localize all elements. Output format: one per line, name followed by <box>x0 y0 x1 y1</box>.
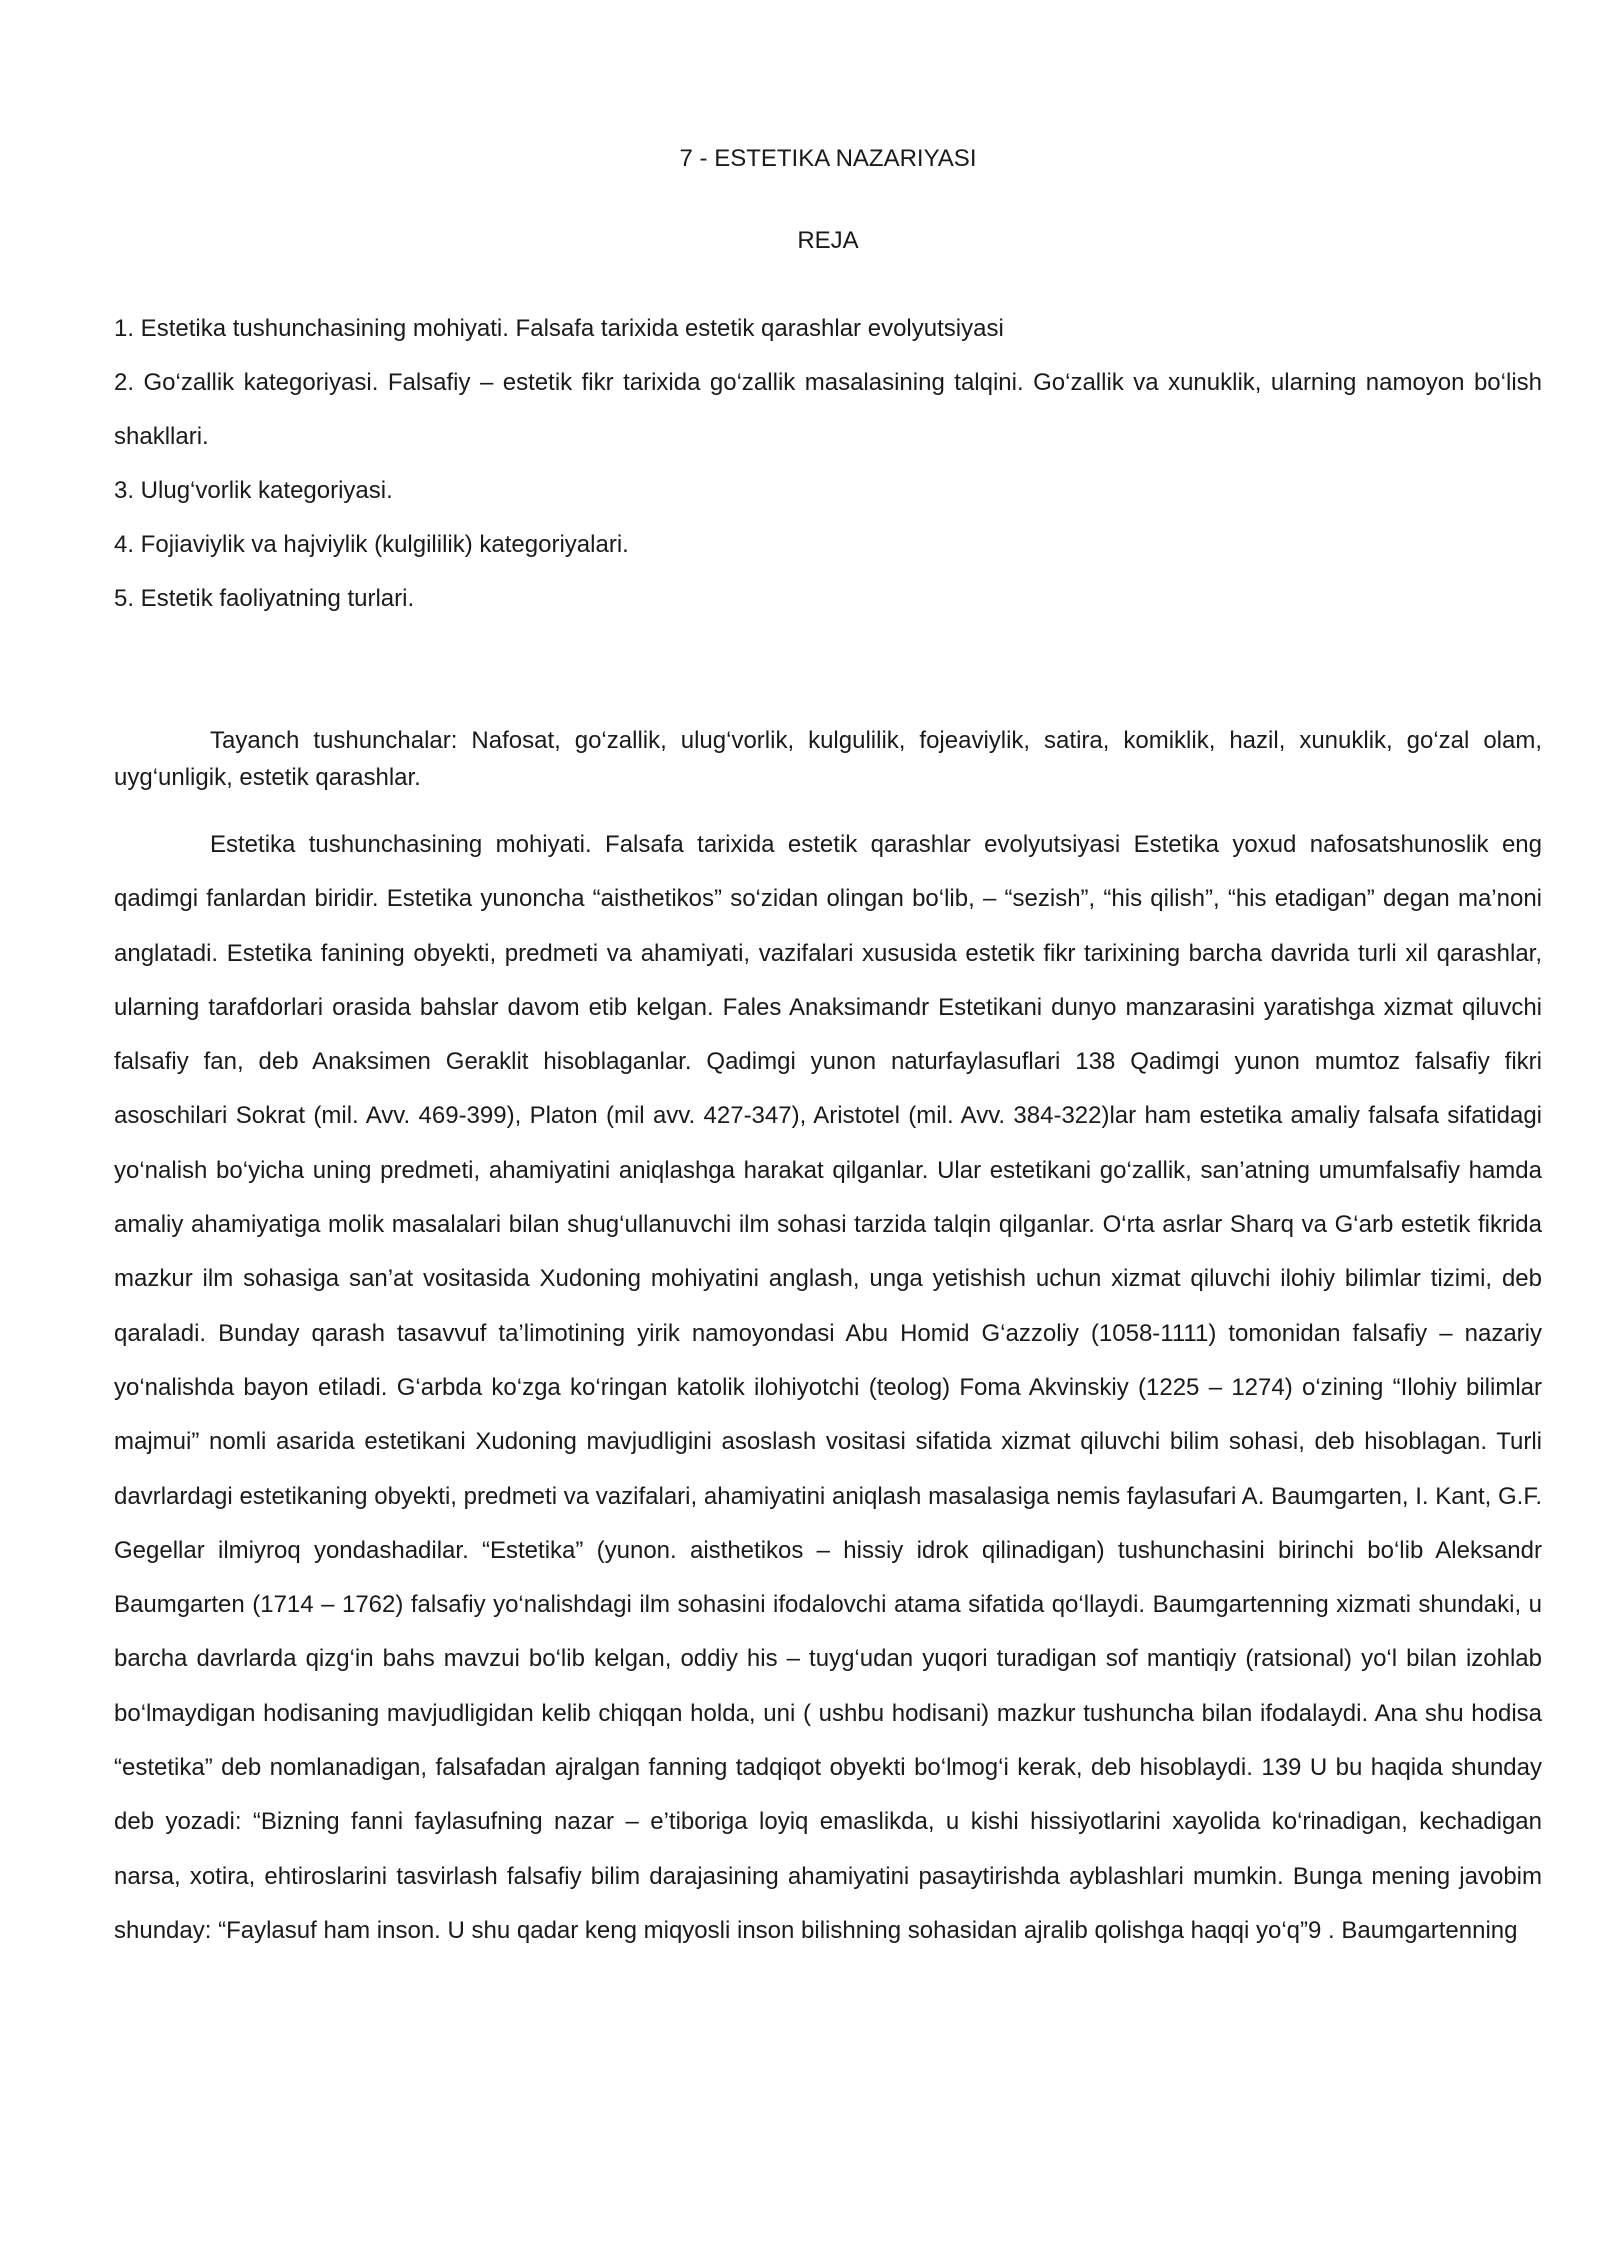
plan-list <box>114 302 1542 626</box>
document-title: 7 - ESTETIKA NAZARIYASI <box>679 145 977 172</box>
plan-item: 5. Estetik faoliyatning turlari. <box>114 585 415 612</box>
body-paragraph: Estetika tushunchasining mohiyati. Falsafa tarixida estetik qarashlar evolyutsiyasi Estetika yoxud nafosatshunoslik eng qadimgi fanlardan biridir. Estetika yunoncha “aisthetikos” so‘zidan olingan bo‘lib, – “sezish”, “his qilish”, “his etadigan” degan ma’noni anglatadi. Estetika fanining obyekti, predmeti va ahamiyati, vazifalari xususida estetik fikr tarixining barcha davrida turli xil qarashlar, ularning tarafdorlari orasida bahslar davom etib kelgan. Fales Anaksimandr Estetikani dunyo manzarasini yaratishga xizmat qiluvchi falsafiy fan, deb Anaksimen Geraklit hisoblaganlar. Qadimgi yunon naturfaylasuflari 138 Qadimgi yunon mumtoz falsafiy fikri asoschilari Sokrat (mil. Avv. 469-399), Platon (mil avv. 427-347), Aristotel (mil. Avv. 384-322)lar ham estetika amaliy falsafa sifatidagi yo‘nalish bo‘yicha uning predmeti, ahamiyatini aniqlashga harakat qilganlar. Ular estetikani go‘zallik, san’atning umumfalsafiy hamda amaliy ahamiyatiga molik masalalari bilan shug‘ullanuvchi ilm sohasi tarzida talqin qilganlar. O‘rta asrlar Sharq va G‘arb estetik fikrida mazkur ilm sohasiga san’at vositasida Xudoning mohiyatini anglash, unga yetishish uchun xizmat qiluvchi ilohiy bilimlar tizimi, deb qaraladi. Bunday qarash tasavvuf ta’limotining yirik namoyondasi Abu Homid G‘azzoliy (1058-1111) tomonidan falsafiy – nazariy yo‘nalishda bayon etiladi. G‘arbda ko‘zga ko‘ringan katolik ilohiyotchi (teolog) Foma Akvinskiy (1225 – 1274) o‘zining “Ilohiy bilimlar majmui” nomli asarida estetikani Xudoning mavjudligini asoslash vositasi sifatida xizmat qiluvchi bilim sohasi, deb hisoblagan. Turli davrlardagi estetikaning obyekti, predmeti va vazifalari, ahamiyatini aniqlash masalasiga nemis faylasufari A. Baumgarten, I. Kant, G.F. Gegellar ilmiyroq yondashadilar. “Estetika” (yunon. aisthetikos – hissiy idrok qilinadigan) tushunchasini birinchi bo‘lib Aleksandr Baumgarten (1714 – 1762) falsafiy yo‘nalishdagi ilm sohasini ifodalovchi atama sifatida qo‘llaydi. Baumgartenning xizmati shundaki, u barcha davrlarda qizg‘in bahs mavzui bo‘lib kelgan, oddiy his – tuyg‘udan yuqori turadigan sof mantiqiy (ratsional) yo‘l bilan izohlab bo‘lmaydigan hodisaning mavjudligidan kelib chiqqan holda, uni ( ushbu hodisani) mazkur tushuncha bilan ifodalaydi. Ana shu hodisa “estetika” deb nomlanadigan, falsafadan ajralgan fanning tadqiqot obyekti bo‘lmog‘i kerak, deb hisoblaydi. 139 U bu haqida shunday deb yozadi: “Bizning fanni faylasufning nazar – e’tiboriga loyiq emaslikda, u kishi hissiyotlarini xayolida ko‘rinadigan, kechadigan narsa, xotira, ehtiroslarini tasvirlash falsafiy bilim darajasining ahamiyatini pasaytirishda ayblashlari mumkin. Bunga mening javobim shunday: “Faylasuf ham inson. U shu qadar keng miqyosli inson bilishning sohasidan ajralib qolishga haqqi yo‘q”9 . Baumgartenning <box>114 831 1542 1944</box>
plan-item: 3. Ulug‘vorlik kategoriyasi. <box>114 477 393 504</box>
plan-heading: REJA <box>797 227 859 254</box>
plan-item: 2. Go‘zallik kategoriyasi. Falsafiy – estetik fikr tarixida go‘zallik masalasining talqini. Go‘zallik va xunuklik, ularning namoyon bo‘lish shakllari. <box>114 369 1542 450</box>
plan-item: 4. Fojiaviylik va hajviylik (kulgililik) kategoriyalari. <box>114 531 629 558</box>
key-concepts-paragraph: Tayanch tushunchalar: Nafosat, go‘zallik, ulug‘vorlik, kulgulilik, fojeaviylik, satira, komiklik, hazil, xunuklik, go‘zal olam, uyg‘unligik, estetik qarashlar. <box>114 727 1542 791</box>
plan-item: 1. Estetika tushunchasining mohiyati. Falsafa tarixida estetik qarashlar evolyutsiyasi <box>114 315 1004 342</box>
